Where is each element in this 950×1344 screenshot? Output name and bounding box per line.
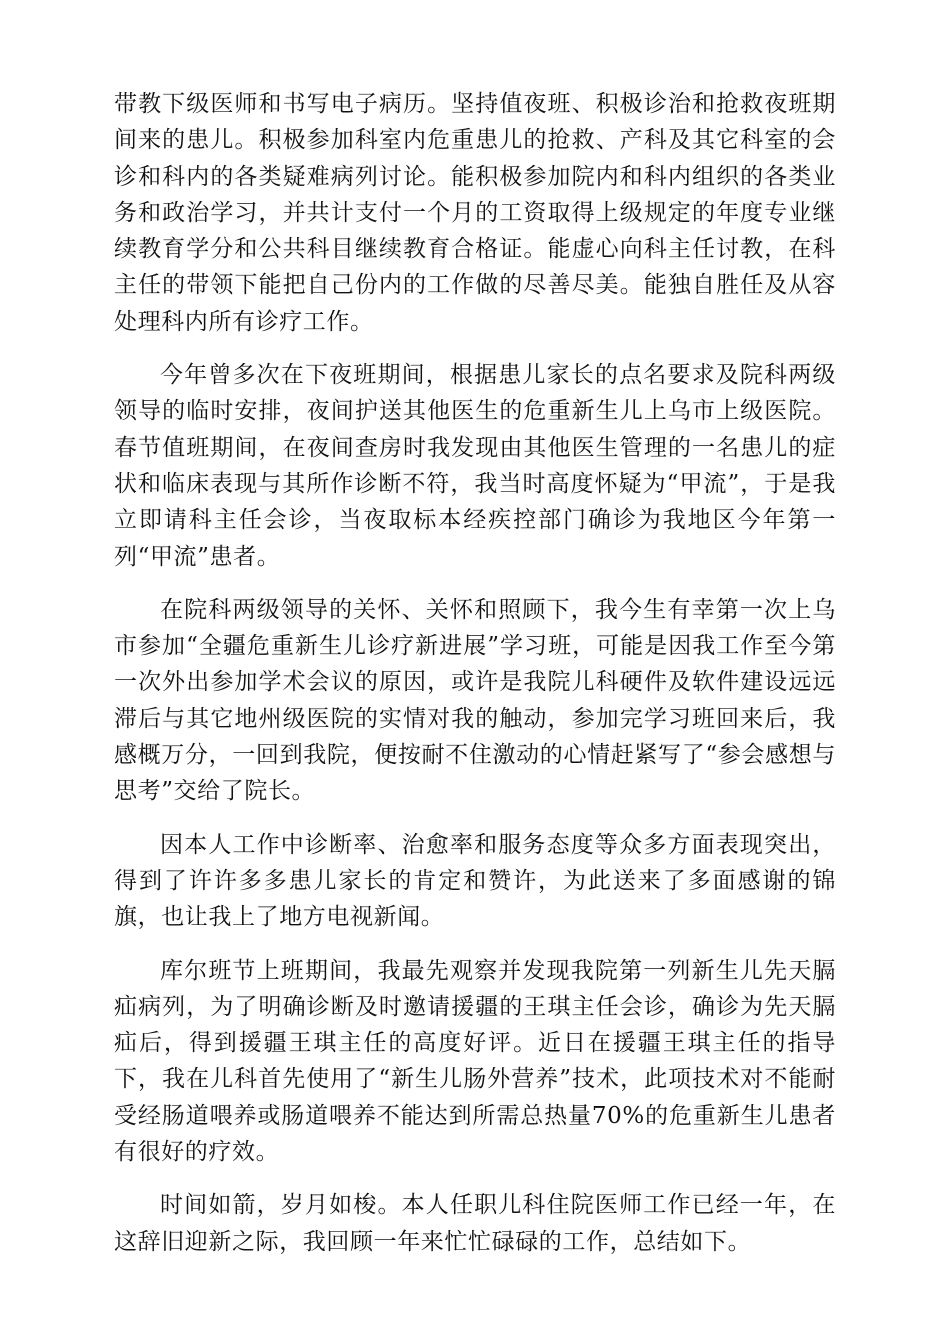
paragraph-2: 今年曾多次在下夜班期间，根据患儿家长的点名要求及院科两级领导的临时安排，夜间护送其他医生的危重新生儿上乌市上级医院。春节值班期间，在夜间查房时我发现由其他医生管理的一名患儿的症状和临床表现与其所作诊断不符，我当时高度怀疑为“甲流”，于是我立即请科主任会诊，当夜取标本经疾控部门确诊为我地区今年第一列“甲流”患者。 — [114, 362, 836, 570]
paragraph-3: 在院科两级领导的关怀、关怀和照顾下，我今生有幸第一次上乌市参加“全疆危重新生儿诊疗新进展”学习班，可能是因我工作至今第一次外出参加学术会议的原因，或许是我院儿科硬件及软件建设远远滞后与其它地州级医院的实情对我的触动，参加完学习班回来后，我感概万分，一回到我院，便按耐不住激动的心情赶紧写了“参会感想与思考”交给了院长。 — [114, 596, 836, 805]
paragraph-4: 因本人工作中诊断率、治愈率和服务态度等众多方面表现突出，得到了许许多多患儿家长的肯定和赞许，为此送来了多面感谢的锦旗，也让我上了地方电视新闻。 — [114, 831, 836, 931]
paragraph-6: 时间如箭，岁月如梭。本人任职儿科住院医师工作已经一年，在这辞旧迎新之际，我回顾一年来忙忙碌碌的工作，总结如下。 — [114, 1192, 836, 1255]
document-body — [114, 86, 836, 1277]
paragraph-5: 库尔班节上班期间，我最先观察并发现我院第一列新生儿先天膈疝病列，为了明确诊断及时邀请援疆的王琪主任会诊，确诊为先天膈疝后，得到援疆王琪主任的高度好评。近日在援疆王琪主任的指导下，我在儿科首先使用了“新生儿肠外营养”技术，此项技术对不能耐受经肠道喂养或肠道喂养不能达到所需总热量70%的危重新生儿患者有很好的疗效。 — [114, 957, 836, 1166]
paragraph-1: 带教下级医师和书写电子病历。坚持值夜班、积极诊治和抢救夜班期间来的患儿。积极参加科室内危重患儿的抢救、产科及其它科室的会诊和科内的各类疑难病列讨论。能积极参加院内和科内组织的各类业务和政治学习，并共计支付一个月的工资取得上级规定的年度专业继续教育学分和公共科目继续教育合格证。能虚心向科主任讨教，在科主任的带领下能把自己份内的工作做的尽善尽美。能独自胜任及从容处理科内所有诊疗工作。 — [114, 91, 836, 335]
